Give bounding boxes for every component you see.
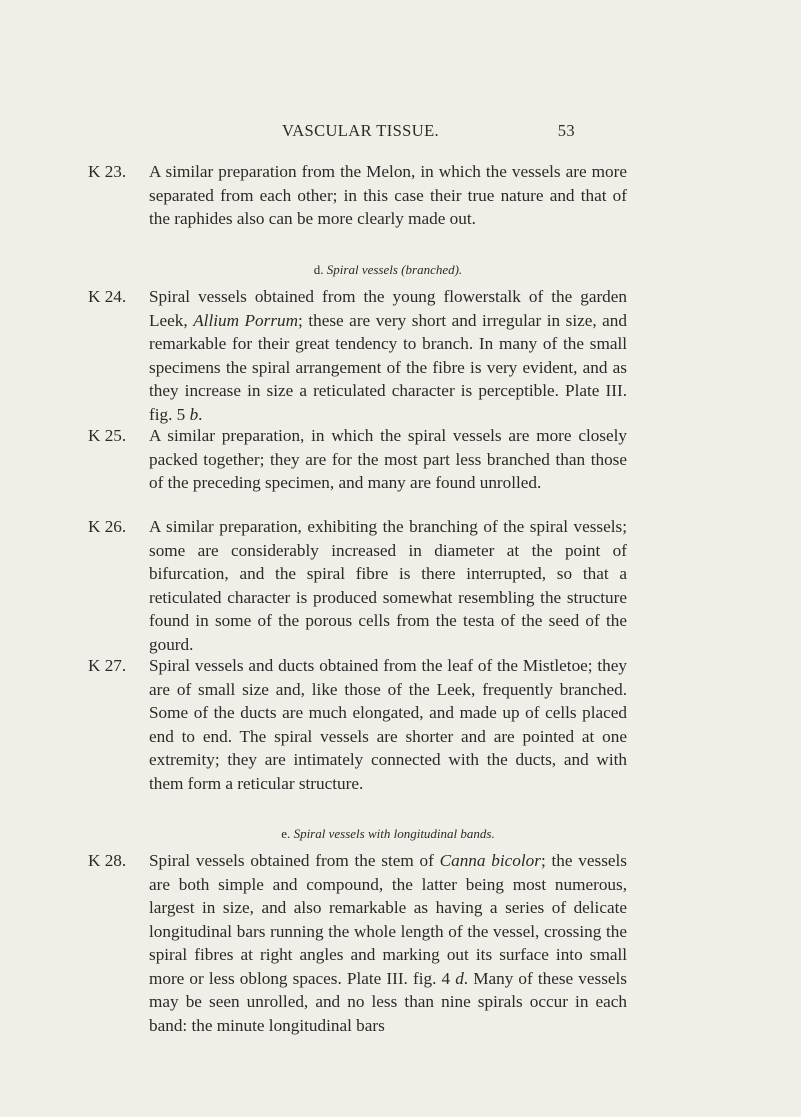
- entry-label: K 24.: [88, 287, 127, 306]
- page-number: 53: [557, 121, 575, 140]
- section-letter: d.: [313, 262, 324, 277]
- entry-text: A similar preparation, exhibiting the branching of the spiral vessels; some are considerably increased in diameter at the point of bifurcation, and the spiral fibre is there interrupted, so that a reticulated character is produced somewhat resembling the structure found in some of the porous cells from the testa of the seed of the gourd.: [149, 517, 627, 654]
- section-letter: e.: [281, 826, 291, 841]
- section-title: Spiral vessels with longitudinal bands.: [293, 826, 495, 841]
- entry-label: K 26.: [88, 517, 127, 536]
- entry-label: K 28.: [88, 851, 127, 870]
- entry-k28: [88, 849, 627, 1037]
- figure-letter: d: [455, 968, 464, 988]
- species-name: Canna bicolor: [439, 851, 541, 870]
- entry-text: Spiral vessels obtained from the young flowerstalk of the garden Leek, Allium Porrum; these are very short and irregular in size, and remarkable for their great tendency to branch. In many of the small specimens the spiral arrangement of the fibre is very evident, and as they increase in size a reticulated character is perceptible. Plate III. fig. 5 b.: [149, 287, 627, 424]
- entry-text: A similar preparation from the Melon, in which the vessels are more separated from each other; in this case their true nature and that of the raphides also can be more clearly made out.: [149, 162, 627, 228]
- running-head: VASCULAR TISSUE.: [282, 121, 440, 140]
- figure-letter: b: [189, 404, 199, 424]
- entry-label: K 25.: [88, 426, 127, 445]
- entry-text: Spiral vessels and ducts obtained from the leaf of the Mistletoe; they are of small size and, like those of the Leek, frequently branched. Some of the ducts are much elongated, and made up of cells placed end to end. The spiral vessels are shorter and are pointed at one extremity; they are intimately connected with the ducts, and with them form a reticular structure.: [149, 656, 627, 793]
- section-heading-e: [149, 826, 627, 842]
- section-title: Spiral vessels (branched).: [326, 262, 463, 277]
- entry-k25: [88, 424, 627, 495]
- entry-k23: [88, 160, 627, 231]
- section-heading-d: [149, 262, 627, 278]
- entry-text: A similar preparation, in which the spiral vessels are more closely packed together; they are for the most part less branched than those of the preceding specimen, and many are found unrolled.: [149, 426, 627, 492]
- species-name: Allium Porrum: [193, 310, 299, 330]
- entry-label: K 23.: [88, 162, 127, 181]
- entry-label: K 27.: [88, 656, 127, 675]
- entry-k24: [88, 285, 627, 426]
- entry-text: Spiral vessels obtained from the stem of Canna bicolor; the vessels are both simple and compound, the latter being most numerous, largest in size, and also remarkable as having a series of delicate longitudinal bars running the whole length of the vessel, crossing the spiral fibres at right angles and marking out its surface into small more or less oblong spaces. Plate III. fig. 4 d. Many of these vessels may be seen unrolled, and no less than nine spirals occur in each band: the minute longitudinal bars: [149, 851, 627, 1035]
- entry-k26: [88, 515, 627, 656]
- entry-k27: [88, 654, 627, 795]
